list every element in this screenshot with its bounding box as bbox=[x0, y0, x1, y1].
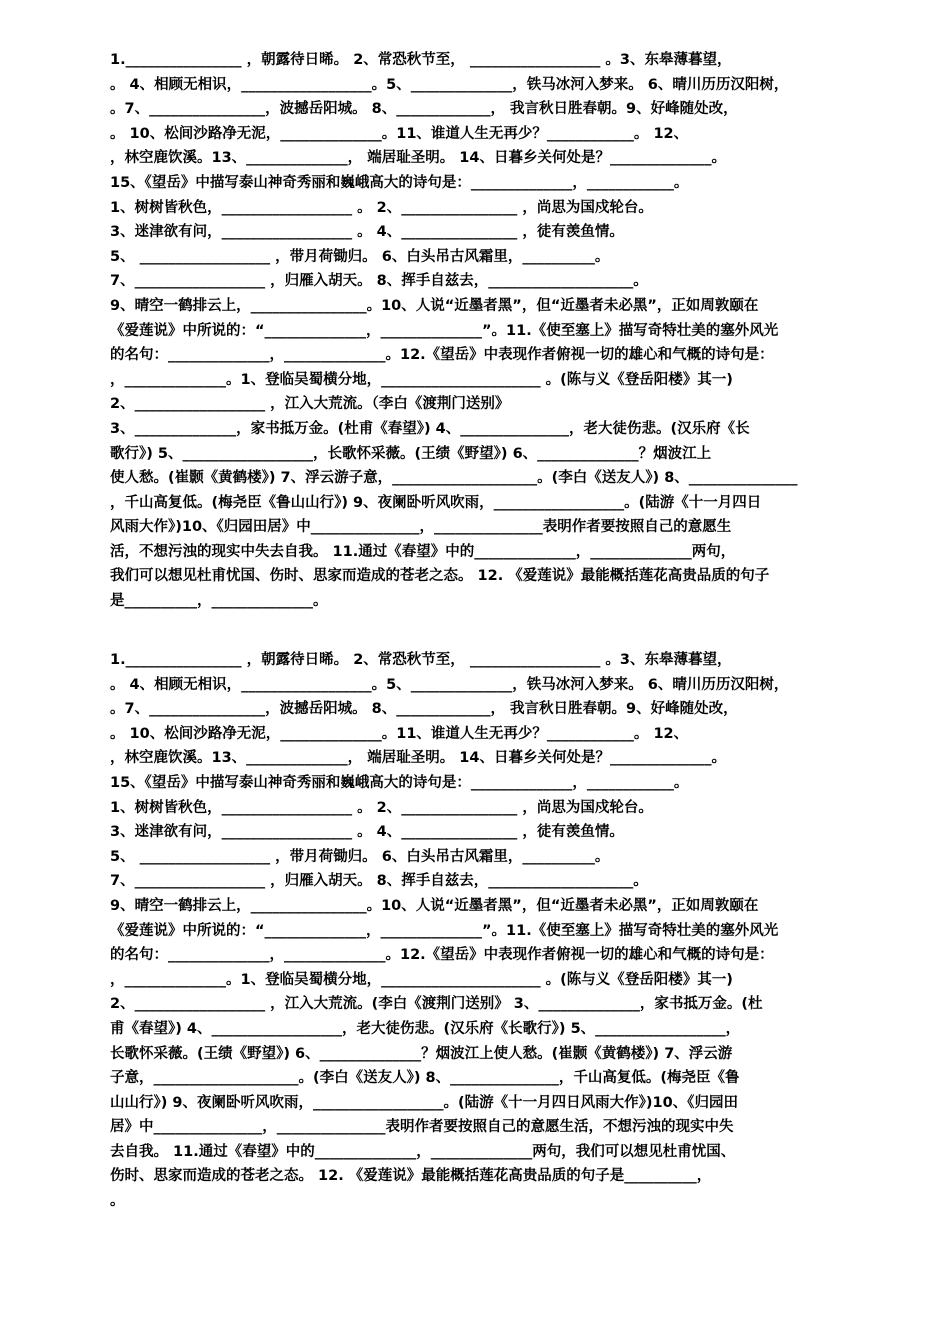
text-line: 居》中_______________，_______________表明作者要按照自己的意愿生活，不想污浊的现实中失 bbox=[110, 1119, 734, 1136]
text-line: 7、__________________ ，归雁入胡天。 8、挥手自兹去，____________________。 bbox=[110, 273, 648, 290]
text-line: 使人愁。(崔颢《黄鹤楼》) 7、浮云游子意，____________________。(李白《送友人》) 8、_______________ bbox=[110, 470, 798, 487]
text-line: 歌行》) 5、__________________，长歌怀采薇。(王绩《野望》) 6、______________？烟波江上 bbox=[110, 445, 712, 462]
text-line: 。7、________________，波撼岳阳城。 8、_____________， 我言秋日胜春朝。9、好峰随处改， bbox=[110, 701, 738, 718]
text-line: 子意，____________________。(李白《送友人》) 8、_______________，千山高复低。(梅尧臣《鲁 bbox=[110, 1070, 740, 1087]
text-line: 7、__________________ ，归雁入胡天。 8、挥手自兹去，____________________。 bbox=[110, 873, 648, 890]
text-line: 的名句：______________，______________。12.《望岳》中表现作者俯视一切的雄心和气概的诗句是： bbox=[110, 947, 774, 964]
text-line: 15、《望岳》中描写泰山神奇秀丽和巍峨高大的诗句是：______________，____________。 bbox=[110, 174, 689, 191]
text-line: 。 10、松间沙路净无泥，______________。11、谁道人生无再少？____________。 12、 bbox=[110, 125, 689, 142]
text-line: 9、晴空一鹤排云上，________________。10、人说“近墨者黑”，但“近墨者未必黑”，正如周敦颐在 bbox=[110, 297, 759, 314]
text-line: 《爱莲说》中所说的：“______________，______________”。11.《使至塞上》描写奇特壮美的塞外风光 bbox=[110, 322, 779, 339]
text-line: ，______________。1、登临吴蜀横分地，______________________ 。(陈与义《登岳阳楼》其一) bbox=[110, 971, 733, 988]
text-line: 的名句：______________，______________。12.《望岳》中表现作者俯视一切的雄心和气概的诗句是： bbox=[110, 347, 774, 364]
text-line: ，林空鹿饮溪。13、______________， 端居耻圣明。 14、日暮乡关何处是？______________。 bbox=[110, 750, 726, 767]
text-line: 。 bbox=[110, 1193, 125, 1210]
text-line: 是__________，______________。 bbox=[110, 593, 328, 610]
text-line: 3、迷津欲有问，__________________ 。 4、________________ ，徒有羡鱼情。 bbox=[110, 224, 624, 241]
text-line: ，林空鹿饮溪。13、______________， 端居耻圣明。 14、日暮乡关何处是？______________。 bbox=[110, 150, 726, 167]
text-line: 。7、________________，波撼岳阳城。 8、_____________， 我言秋日胜春朝。9、好峰随处改， bbox=[110, 101, 738, 118]
text-line: 去自我。 11.通过《春望》中的______________，______________两句，我们可以想见杜甫忧国、 bbox=[110, 1143, 736, 1160]
text-line: 2、__________________ ，江入大荒流。（李白《渡荆门送别》 bbox=[110, 396, 510, 413]
text-line: 活，不想污浊的现实中失去自我。 11.通过《春望》中的______________，______________两句， bbox=[110, 543, 736, 560]
text-line: 山山行》) 9、夜阑卧听风吹雨，__________________。(陆游《十一月四日风雨大作》)10、《归园田 bbox=[110, 1094, 738, 1111]
text-line: 甫《春望》) 4、__________________，老大徒伤悲。(汉乐府《长歌行》) 5、__________________， bbox=[110, 1020, 741, 1037]
text-line: 我们可以想见杜甫忧国、伤时、思家而造成的苍老之态。 12. 《爱莲说》最能概括莲花高贵品质的句子 bbox=[110, 568, 770, 585]
text-line: 1、树树皆秋色，__________________ 。 2、________________ ，尚思为国戍轮台。 bbox=[110, 799, 653, 816]
text-line: 。 4、相顾无相识，__________________。5、______________，铁马冰河入梦来。 6、晴川历历汉阳树， bbox=[110, 676, 789, 693]
text-line: 3、迷津欲有问，__________________ 。 4、________________ ，徒有羡鱼情。 bbox=[110, 824, 624, 841]
text-line: 风雨大作》)10、《归园田居》中_______________，_______________表明作者要按照自己的意愿生 bbox=[110, 519, 732, 536]
text-line: 15、《望岳》中描写泰山神奇秀丽和巍峨高大的诗句是：______________，____________。 bbox=[110, 774, 689, 791]
text-line: 1.________________ ，朝露待日晞。 2、常恐秋节至， __________________ 。3、东皋薄暮望， bbox=[110, 652, 732, 668]
text-line: 长歌怀采薇。(王绩《野望》) 6、______________？烟波江上使人愁。(崔颢《黄鹤楼》) 7、浮云游 bbox=[110, 1045, 733, 1062]
text-line: 。 10、松间沙路净无泥，______________。11、谁道人生无再少？____________。 12、 bbox=[110, 725, 689, 742]
exercise-section-1 bbox=[110, 48, 870, 614]
text-line: 3、______________，家书抵万金。(杜甫《春望》) 4、_______________，老大徒伤悲。(汉乐府《长 bbox=[110, 420, 750, 437]
text-line: 5、 __________________ ，带月荷锄归。 6、白头吊古风霜里，__________。 bbox=[110, 248, 610, 265]
text-line: ，______________。1、登临吴蜀横分地，______________________ 。(陈与义《登岳阳楼》其一) bbox=[110, 371, 733, 388]
text-line: 2、__________________ ，江入大荒流。(李白《渡荆门送别》 3、______________，家书抵万金。(杜 bbox=[110, 996, 763, 1013]
exercise-section-2 bbox=[110, 648, 870, 1214]
text-line: 1.________________ ，朝露待日晞。 2、常恐秋节至， __________________ 。3、东皋薄暮望， bbox=[110, 52, 732, 68]
text-line: 伤时、思家而造成的苍老之态。 12. 《爱莲说》最能概括莲花高贵品质的句子是__________， bbox=[110, 1168, 712, 1185]
text-line: 9、晴空一鹤排云上，________________。10、人说“近墨者黑”，但“近墨者未必黑”，正如周敦颐在 bbox=[110, 897, 759, 914]
text-line: ，千山高复低。(梅尧臣《鲁山山行》) 9、夜阑卧听风吹雨，__________________。(陆游《十一月四日 bbox=[110, 494, 762, 511]
text-line: 《爱莲说》中所说的：“______________，______________”。11.《使至塞上》描写奇特壮美的塞外风光 bbox=[110, 922, 779, 939]
text-line: 5、 __________________ ，带月荷锄归。 6、白头吊古风霜里，__________。 bbox=[110, 848, 610, 865]
text-line: 1、树树皆秋色，__________________ 。 2、________________ ，尚思为国戍轮台。 bbox=[110, 199, 653, 216]
text-line: 。 4、相顾无相识，__________________。5、______________，铁马冰河入梦来。 6、晴川历历汉阳树， bbox=[110, 76, 789, 93]
